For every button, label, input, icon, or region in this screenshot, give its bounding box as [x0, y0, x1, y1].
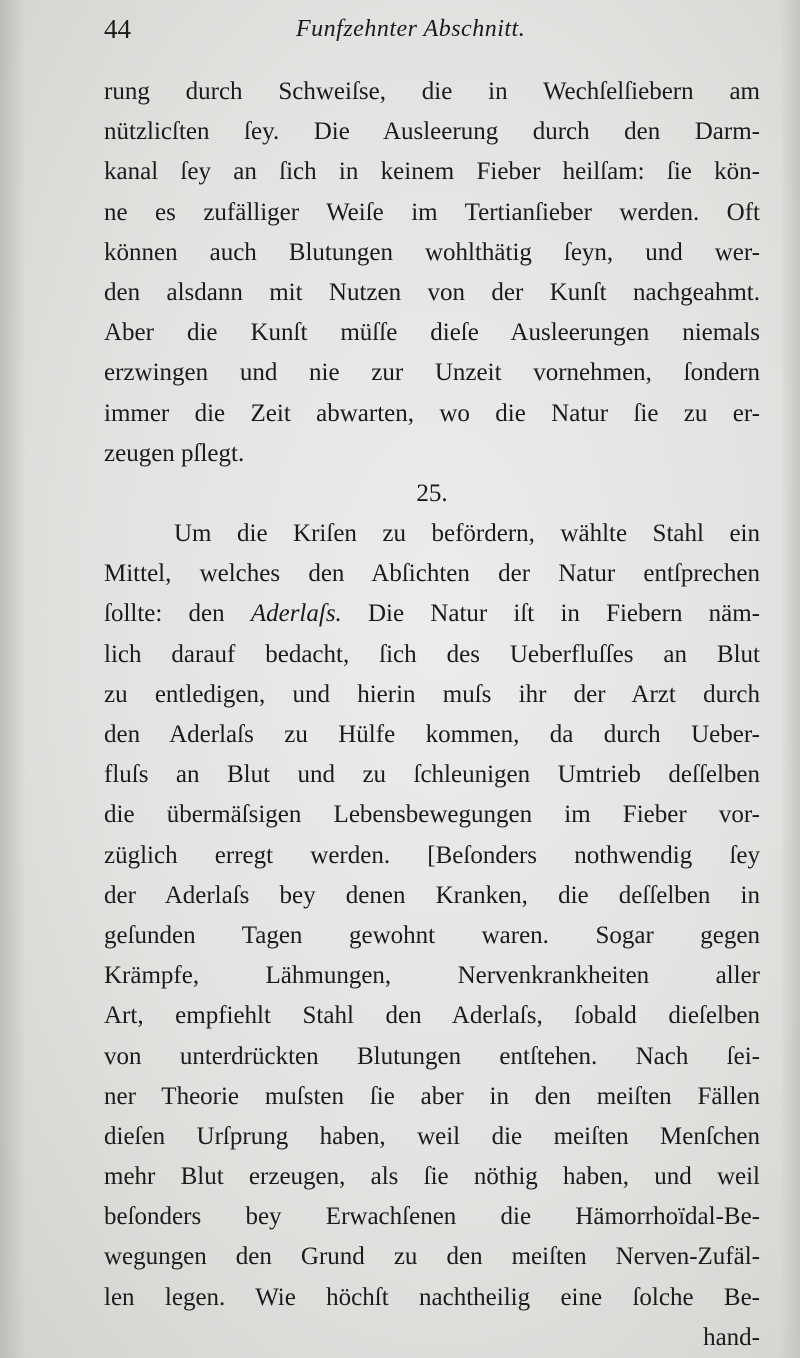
section-number: 25. — [416, 479, 448, 507]
text-line: nützlicſten ſey. Die Ausleerung durch den Darm- — [104, 118, 760, 146]
page-edge-shadow-left — [0, 0, 26, 1358]
text-line: die übermäſsigen Lebensbewegungen im Fieber vor- — [104, 801, 760, 829]
text-line: zeugen pſlegt. — [104, 439, 245, 467]
text-line-with-emphasis — [104, 594, 760, 634]
text-line: wegungen den Grund zu den meiſten Nerven-Zufäl- — [104, 1243, 760, 1271]
text-line: mehr Blut erzeugen, als ſie nöthig haben, und weil — [104, 1163, 760, 1191]
text-line: zu entledigen, und hierin muſs ihr der Arzt durch — [104, 680, 760, 708]
body-text — [104, 72, 760, 1358]
text-line: geſunden Tagen gewohnt waren. Sogar gegen — [104, 921, 760, 949]
text-line: ne es zufälliger Weiſe im Tertianſieber werden. Oft — [104, 198, 760, 226]
text-line: Art, empfiehlt Stahl den Aderlaſs, ſobald dieſelben — [104, 1002, 760, 1030]
text-line: fluſs an Blut und zu ſchleunigen Umtrieb deſſelben — [104, 761, 760, 789]
emphasized-term: Aderlaſs. — [250, 600, 342, 628]
text-line: immer die Zeit abwarten, wo die Natur ſie zu er- — [104, 399, 760, 427]
text-segment: ſollte: den — [104, 600, 225, 628]
running-title: Funfzehnter Abschnitt. — [296, 16, 526, 42]
text-line: dieſen Urſprung haben, weil die meiſten Menſchen — [104, 1122, 760, 1150]
text-line: können auch Blutungen wohlthätig ſeyn, und wer- — [104, 238, 760, 266]
page-header — [104, 14, 760, 54]
text-line: beſonders bey Erwachſenen die Hämorrhoïdal-Be- — [104, 1203, 760, 1231]
catchword: hand- — [703, 1323, 760, 1351]
text-line: lich darauf bedacht, ſich des Ueberfluſſes an Blut — [104, 640, 760, 668]
text-line: Mittel, welches den Abſichten der Natur entſprechen — [104, 560, 760, 588]
text-line: len legen. Wie höchſt nachtheilig eine ſolche Be- — [104, 1283, 760, 1311]
text-line: ner Theorie muſsten ſie aber in den meiſten Fällen — [104, 1082, 760, 1110]
text-line: Um die Kriſen zu befördern, wählte Stahl ein — [174, 520, 760, 548]
text-line: züglich erregt werden. [Beſonders nothwendig ſey — [104, 841, 760, 869]
text-line: Krämpfe, Lähmungen, Nervenkrankheiten aller — [104, 962, 760, 990]
page-edge-shadow-right — [780, 0, 800, 1358]
text-line: der Aderlaſs bey denen Kranken, die deſſelben in — [104, 881, 760, 909]
text-line: kanal ſey an ſich in keinem Fieber heilſam: ſie kön- — [104, 158, 760, 186]
text-line: erzwingen und nie zur Unzeit vornehmen, ſondern — [104, 359, 760, 387]
page-number: 44 — [104, 14, 131, 44]
text-line: Aber die Kunſt müſſe dieſe Ausleerungen niemals — [104, 319, 760, 347]
text-line: den Aderlaſs zu Hülfe kommen, da durch Ueber- — [104, 721, 760, 748]
text-line: von unterdrückten Blutungen entſtehen. Nach ſei- — [104, 1042, 760, 1070]
text-segment: Die Natur iſt in Fiebern näm- — [368, 600, 761, 628]
text-line: den alsdann mit Nutzen von der Kunſt nachgeahmt. — [104, 278, 760, 306]
text-line: rung durch Schweiſse, die in Wechſelſiebern am — [104, 78, 760, 105]
